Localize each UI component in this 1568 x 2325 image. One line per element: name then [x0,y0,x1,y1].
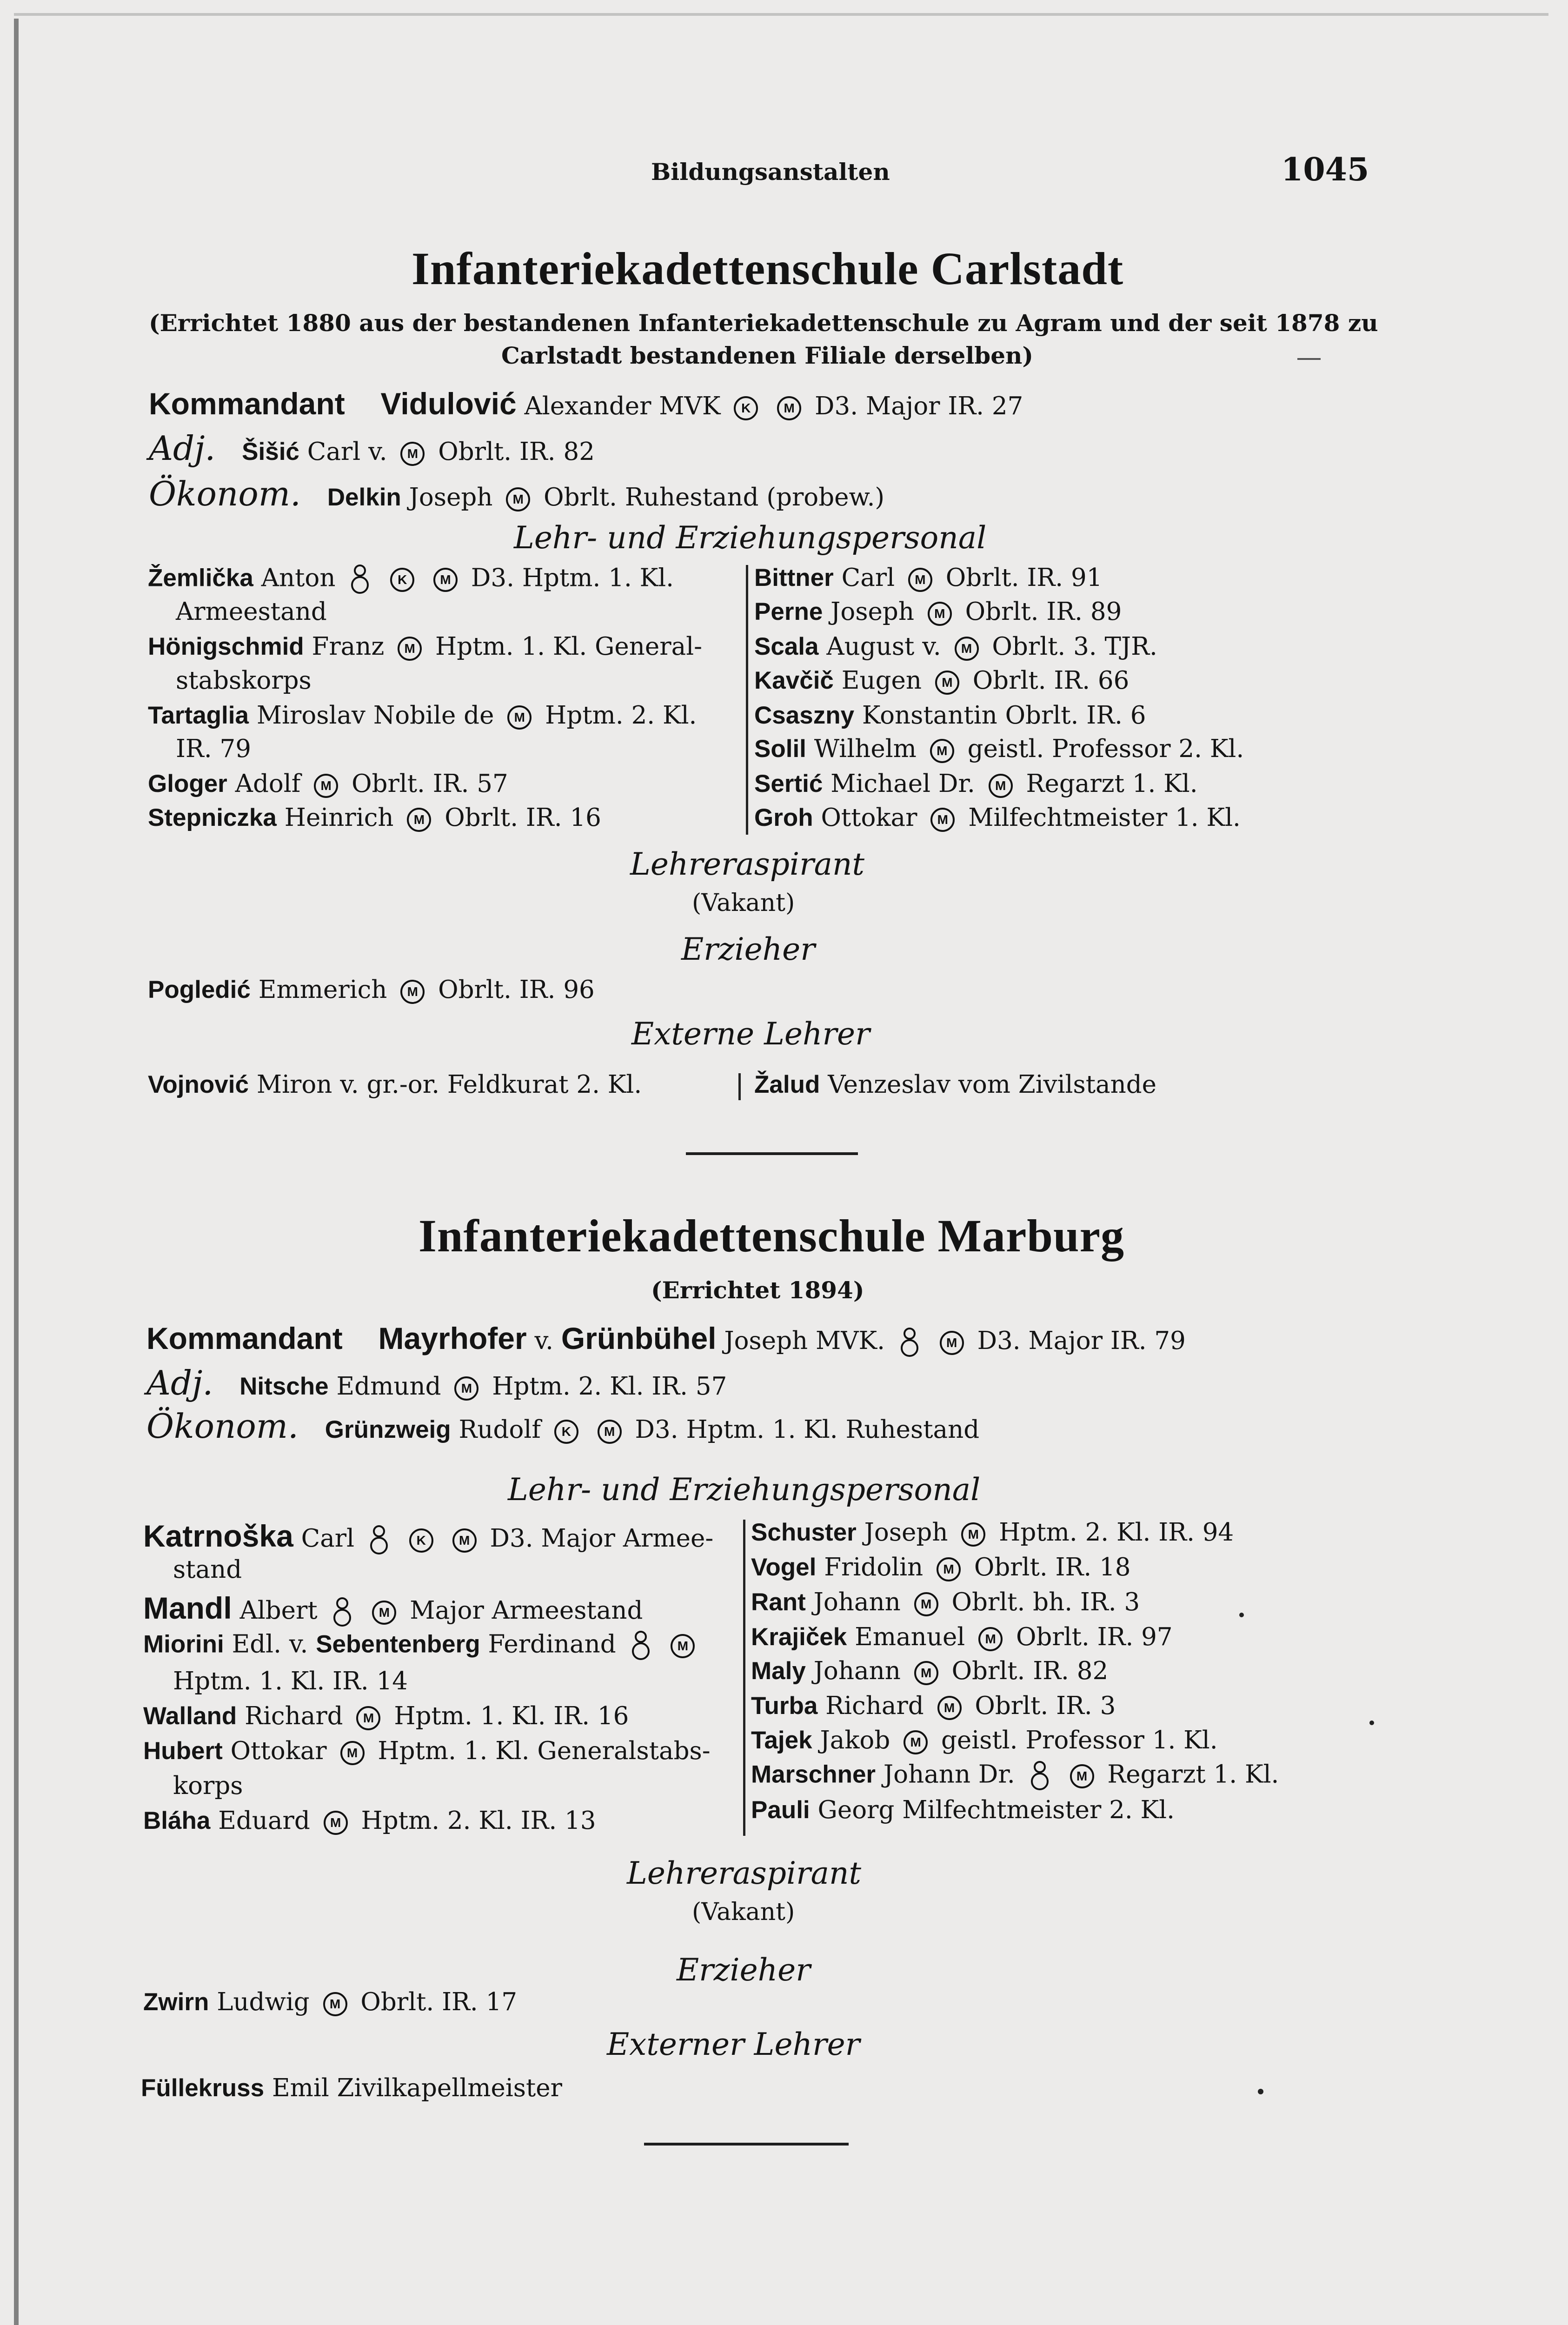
staff-entry [754,770,1198,798]
person-rank: Obrlt. IR. 3 [975,1692,1116,1720]
order-cross-icon [631,1630,651,1662]
okonom-row [146,1407,979,1446]
person-details: Ottokar [821,804,917,832]
order-cross-icon [332,1596,352,1629]
section-heading: Erzieher [677,1952,811,1988]
person-rank: geistl. Professor 1. Kl. [941,1726,1218,1754]
staff-entry [143,1702,629,1730]
person-surname: Vidulović [380,386,517,421]
person-surname: Delkin [327,484,401,511]
staff-entry [143,1988,517,2016]
person-rank: Obrlt. IR. 91 [945,564,1103,592]
decoration-m-icon: M [978,1627,1003,1651]
person-surname: Rant [751,1588,806,1616]
person-details: Joseph MVK. [724,1327,885,1355]
role-label: Kommandant [146,1321,343,1355]
person-surname: Mandl [143,1591,232,1625]
staff-entry [751,1726,1218,1754]
decoration-k-icon: K [409,1528,433,1553]
ink-speck [1258,2089,1263,2094]
person-rank: Hptm. 2. Kl. IR. 94 [999,1518,1234,1547]
person-details: Carl [841,564,895,592]
person-surname: Miorini [143,1630,224,1658]
person-surname: Katrnoška [143,1519,293,1553]
person-surname: Krajiček [751,1623,847,1651]
staff-entry-continued: stabskorps [176,666,312,695]
role-label: Ökonom. [149,474,301,513]
staff-entry-continued: Hptm. 1. Kl. IR. 14 [173,1667,408,1695]
role-label: Adj. [149,429,216,468]
person-surname: Grünzweig [325,1416,451,1443]
adjutant-row [146,1363,727,1402]
okonom-row [149,474,884,513]
person-details: Ludwig [217,1988,310,2016]
person-surname: Zwirn [143,1988,209,2016]
staff-entry [148,804,601,832]
section-divider [644,2143,849,2146]
person-rank: D3. Major Armee- [490,1524,714,1553]
person-details: Anton [261,564,336,592]
person-details: Johann Dr. [883,1760,1015,1789]
scan-edge [14,13,1548,16]
person-details: Joseph [864,1518,948,1547]
decoration-m-icon: M [1070,1764,1094,1788]
person-details: August v. [826,632,941,661]
person-details: Richard [825,1692,924,1720]
person-rank: Obrlt. IR. 82 [951,1657,1109,1685]
decoration-k-icon: K [390,568,414,592]
person-rank: Hptm. 2. Kl. IR. 57 [492,1372,727,1401]
person-rank: Hptm. 2. Kl. [545,701,697,730]
decoration-m-icon: M [324,1811,348,1835]
section-heading: Lehr- und Erziehungspersonal [508,1472,981,1508]
staff-entry [751,1657,1108,1685]
person-surname: Marschner [751,1760,876,1788]
section-heading: Lehreraspirant [627,1855,862,1891]
person-details: Carl v. [307,438,387,466]
decoration-m-icon: M [323,1992,347,2016]
person-details: Richard [245,1702,343,1730]
decoration-m-icon: M [777,396,801,420]
person-rank: Hptm. 2. Kl. IR. 13 [361,1807,596,1835]
running-head: Bildungsanstalten [651,158,890,186]
person-surname: Csaszny [754,702,855,729]
person-surname: Tartaglia [148,702,249,729]
person-details: Miroslav Nobile de [256,701,494,730]
staff-entry [754,735,1244,763]
decoration-m-icon: M [407,808,431,832]
person-details: Fridolin [824,1553,924,1581]
decoration-m-icon: M [400,442,425,466]
decoration-m-icon: M [598,1420,622,1444]
order-cross-icon [369,1524,389,1557]
ink-mark [1297,358,1321,360]
person-surname: Solil [754,735,806,763]
kommandant-row [149,386,1023,421]
person-rank: geistl. Professor 2. Kl. [967,735,1244,763]
person-rank: D3. Hptm. 1. Kl. [471,564,674,592]
person-surname: Walland [143,1702,237,1730]
person-surname: Sebentenberg [316,1630,480,1658]
decoration-m-icon: M [940,1331,964,1355]
school-title: Infanteriekadettenschule Carlstadt [412,243,1124,294]
person-details: Ferdinand [488,1630,616,1659]
decoration-k-icon: K [734,396,758,420]
decoration-m-icon: M [506,487,530,512]
person-surname: Nitsche [239,1373,329,1400]
staff-entry [754,666,1129,695]
person-surname: Hubert [143,1737,223,1765]
column-rule [738,1073,741,1100]
decoration-m-icon: M [928,602,952,626]
person-details: Emanuel [855,1623,965,1651]
person-details: Eduard [218,1807,310,1835]
person-surname: Bláha [143,1807,211,1834]
person-surname: Gloger [148,770,227,797]
person-rank: Hptm. 1. Kl. Generalstabs- [378,1737,711,1765]
person-rank: Obrlt. IR. 18 [974,1553,1131,1581]
decoration-m-icon: M [671,1634,695,1658]
school-title: Infanteriekadettenschule Marburg [419,1210,1124,1262]
decoration-m-icon: M [507,705,532,730]
vacancy-note: (Vakant) [692,889,795,917]
person-rank: Obrlt. Ruhestand (probew.) [544,483,885,512]
person-surname: Sertić [754,770,823,797]
scan-edge [14,19,19,2325]
person-details: Johann [813,1588,901,1616]
person-details: Michael Dr. [831,770,975,798]
staff-entry [751,1588,1140,1616]
person-surname: Turba [751,1692,818,1720]
person-surname: Tajek [751,1727,812,1754]
decoration-m-icon: M [961,1522,985,1547]
staff-entry [751,1623,1173,1651]
name-particle: v. [534,1327,553,1355]
person-rank: Major Armeestand [410,1596,643,1625]
staff-entry [754,1070,1156,1099]
staff-entry [143,1518,713,1557]
decoration-m-icon: M [937,1557,961,1581]
staff-entry [751,1518,1234,1547]
person-details: Konstantin Obrlt. IR. 6 [862,701,1146,730]
person-rank: Obrlt. bh. IR. 3 [951,1588,1140,1616]
staff-entry-continued: stand [173,1555,242,1584]
staff-entry [148,770,508,798]
staff-entry [141,2074,562,2102]
person-surname: Vogel [751,1554,817,1581]
person-details: Franz [312,632,385,661]
person-surname: Žemlička [148,564,253,592]
person-rank: Hptm. 1. Kl. IR. 16 [394,1702,629,1730]
decoration-m-icon: M [356,1706,380,1730]
staff-entry [751,1553,1131,1581]
staff-entry-continued: IR. 79 [176,735,251,763]
decoration-m-icon: M [935,671,959,695]
decoration-m-icon: M [340,1741,365,1765]
person-surname: Füllekruss [141,2074,265,2102]
person-details: Eugen [841,666,922,695]
person-surname: Bittner [754,564,834,591]
person-details: Venzeslav vom Zivilstande [828,1070,1157,1099]
person-rank: Obrlt. IR. 16 [445,804,601,832]
decoration-m-icon: M [937,1696,962,1720]
staff-entry [751,1692,1116,1720]
person-details: Miron v. gr.-or. Feldkurat 2. Kl. [256,1070,642,1099]
decoration-m-icon: M [930,739,954,763]
person-details: Joseph [831,598,914,626]
staff-entry [754,632,1157,661]
person-surname: Pogledić [148,976,251,1003]
section-heading: Lehreraspirant [630,846,865,882]
person-rank: Regarzt 1. Kl. [1026,770,1198,798]
person-details: Alexander MVK [524,392,721,420]
person-surname: Žalud [754,1071,820,1098]
person-rank: Hptm. 1. Kl. General- [435,632,703,661]
person-rank: Obrlt. IR. 89 [965,598,1122,626]
page-number: 1045 [1281,151,1369,188]
staff-entry [754,564,1102,592]
person-details: Carl [301,1524,355,1553]
decoration-m-icon: M [908,568,932,592]
decoration-m-icon: M [989,774,1013,798]
section-heading: Externer Lehrer [607,2026,860,2062]
person-details: Rudolf [458,1415,541,1444]
person-details: Edl. v. [232,1630,308,1659]
person-rank: Obrlt. IR. 17 [360,1988,518,2016]
person-rank: Obrlt. IR. 66 [972,666,1129,695]
kommandant-row [146,1321,1186,1359]
decoration-k-icon: K [554,1420,578,1444]
founding-note: (Errichtet 1880 aus der bestandenen Infanteriekadettenschule zu Agram und der seit 1878 zu [149,309,1378,337]
decoration-m-icon: M [914,1661,938,1685]
decoration-m-icon: M [433,568,458,592]
staff-entry [148,701,697,730]
person-surname: Maly [751,1657,806,1685]
person-rank: Obrlt. 3. TJR. [992,632,1157,661]
person-surname: Scala [754,633,819,660]
person-details: Jakob [820,1726,890,1754]
decoration-m-icon: M [454,1376,478,1401]
decoration-m-icon: M [904,1730,928,1754]
person-details: Wilhelm [814,735,917,763]
person-rank: Obrlt. IR. 82 [438,438,595,466]
person-details: Ottokar [230,1737,327,1765]
person-rank: D3. Major IR. 27 [815,392,1023,420]
person-rank: Obrlt. IR. 96 [438,976,595,1004]
person-rank: Obrlt. IR. 57 [352,770,508,798]
staff-entry [751,1760,1279,1793]
decoration-m-icon: M [930,808,955,832]
staff-entry [143,1737,711,1765]
person-surname: Groh [754,804,813,831]
staff-entry [143,1630,700,1662]
section-divider [686,1152,858,1155]
person-surname: Šišić [242,438,299,465]
person-details: Edmund [336,1372,441,1401]
founding-note: (Errichtet 1894) [651,1276,864,1304]
order-cross-icon [899,1327,920,1359]
staff-entry [754,598,1122,626]
person-surname: Pauli [751,1796,810,1824]
column-rule [746,565,748,835]
decoration-m-icon: M [452,1528,477,1553]
column-rule [743,1520,745,1836]
person-details: Emil Zivilkapellmeister [272,2074,562,2102]
person-details: Joseph [409,483,493,512]
person-rank: D3. Major IR. 79 [977,1327,1186,1355]
staff-entry [751,1796,1175,1824]
vacancy-note: (Vakant) [692,1898,795,1926]
person-details: Johann [813,1657,901,1685]
decoration-m-icon: M [398,637,422,661]
decoration-m-icon: M [314,774,338,798]
staff-entry [148,976,595,1004]
staff-entry [754,701,1146,730]
person-surname: Hönigschmid [148,633,304,660]
decoration-m-icon: M [372,1601,396,1625]
person-details: Emmerich [258,976,387,1004]
order-cross-icon [350,564,370,596]
ink-speck [1369,1720,1374,1725]
staff-entry [143,1807,596,1835]
role-label: Adj. [146,1363,213,1402]
person-surname: Perne [754,598,823,625]
staff-entry [148,1070,642,1099]
decoration-m-icon: M [955,637,979,661]
order-cross-icon [1030,1760,1050,1793]
role-label: Ökonom. [146,1407,299,1446]
person-details: Adolf [235,770,301,798]
person-surname: Mayrhofer [378,1321,527,1355]
person-rank: Regarzt 1. Kl. [1107,1760,1279,1789]
person-surname: Vojnović [148,1071,249,1098]
section-heading: Externe Lehrer [631,1016,870,1052]
ink-speck [1239,1613,1244,1617]
person-surname: Kavčič [754,667,834,694]
person-details: Georg Milfechtmeister 2. Kl. [817,1796,1175,1824]
section-heading: Erzieher [681,931,815,967]
staff-entry [148,564,674,596]
staff-entry-continued: Armeestand [176,598,327,626]
person-rank: D3. Hptm. 1. Kl. Ruhestand [635,1415,980,1444]
person-surname: Grünbühel [561,1321,717,1355]
role-label: Kommandant [149,386,345,421]
decoration-m-icon: M [914,1592,938,1616]
person-details: Heinrich [284,804,394,832]
adjutant-row [149,429,595,468]
person-rank: Milfechtmeister 1. Kl. [968,804,1241,832]
person-details: Albert [239,1596,318,1625]
staff-entry [754,804,1241,832]
person-surname: Stepniczka [148,804,277,831]
staff-entry-continued: korps [173,1772,243,1800]
person-rank: Obrlt. IR. 97 [1016,1623,1173,1651]
person-surname: Schuster [751,1519,857,1546]
founding-note: Carlstadt bestandenen Filiale derselben) [501,342,1034,369]
staff-entry [143,1590,643,1629]
decoration-m-icon: M [400,980,425,1004]
staff-entry [148,632,702,661]
section-heading: Lehr- und Erziehungspersonal [514,520,987,556]
